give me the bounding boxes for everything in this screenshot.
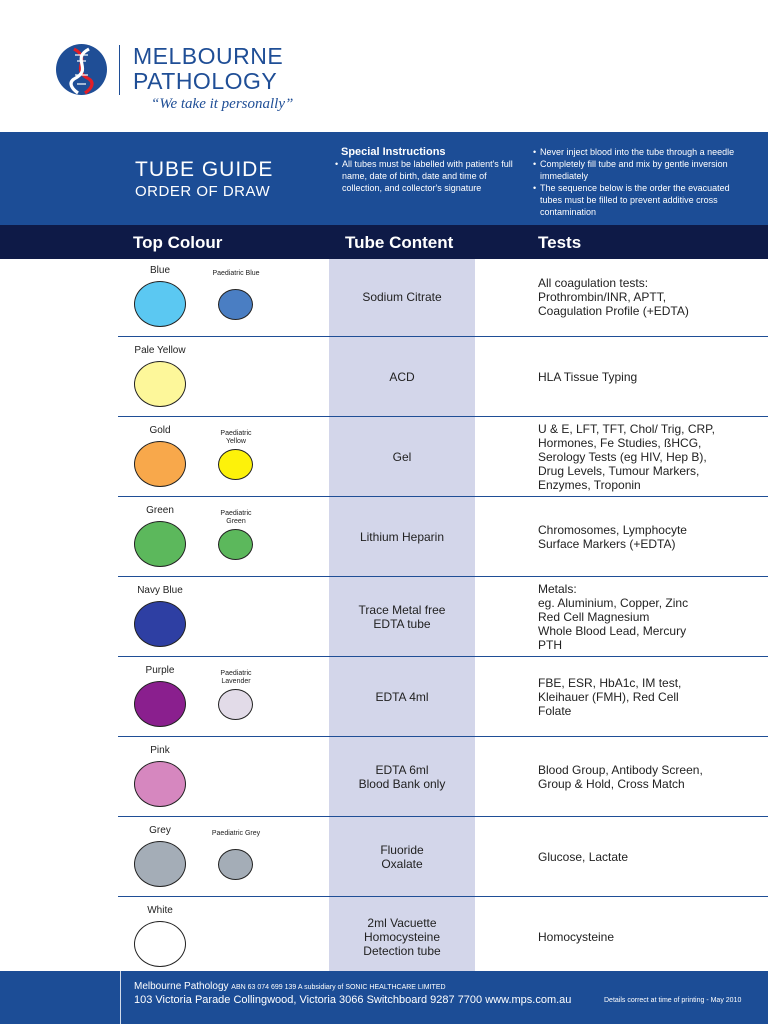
footer-print-note: Details correct at time of printing - May 2010 [604, 997, 742, 1004]
instructions-heading: Special Instructions [341, 146, 446, 158]
footer-abn: ABN 63 074 699 139 A subsidiary of SONIC HEALTHCARE LIMITED [231, 984, 446, 991]
tube-content-cell: Lithium Heparin [359, 530, 445, 544]
footer-divider [120, 971, 121, 1024]
row-divider [118, 736, 768, 737]
table-row [0, 579, 768, 659]
tube-cap-swatch [134, 601, 186, 647]
tests-cell: Homocysteine [538, 930, 615, 944]
table-row [0, 659, 768, 739]
instructions-list-left [335, 158, 520, 194]
table-header [0, 225, 768, 259]
instruction-item: • All tubes must be labelled with patient's full name, date of birth, date and time of collection, and collector's signature [335, 158, 520, 194]
tests-cell: U & E, LFT, TFT, Chol/ Trig, CRP, Hormones, Fe Studies, ßHCG, Serology Tests (eg HIV, Hep B), Drug Levels, Tumour Markers, Enzymes, Troponin [538, 422, 715, 492]
row-divider [118, 416, 768, 417]
tube-cap-swatch [134, 761, 186, 807]
instruction-item: • Completely fill tube and mix by gentle inversion immediately [533, 158, 753, 182]
top-colour-label: White [147, 905, 173, 916]
paediatric-cap-swatch [218, 689, 253, 720]
tube-cap-swatch [134, 281, 186, 327]
tube-cap-swatch [134, 841, 186, 887]
tests-cell: Metals: eg. Aluminium, Copper, Zinc Red Cell Magnesium Whole Blood Lead, Mercury PTH [538, 582, 689, 652]
footer-company: Melbourne Pathology [134, 981, 229, 992]
top-colour-label: Blue [149, 265, 170, 276]
tests-cell: HLA Tissue Typing [538, 370, 638, 384]
tests-cell: Glucose, Lactate [538, 850, 629, 864]
brand-header [0, 0, 768, 132]
tests-cell: Chromosomes, Lymphocyte Surface Markers (+EDTA) [538, 523, 687, 551]
top-colour-label: Pale Yellow [134, 345, 186, 356]
tests-cell: FBE, ESR, HbA1c, IM test, Kleihauer (FMH), Red Cell Folate [538, 676, 682, 718]
tube-content-cell: EDTA 4ml [375, 690, 429, 704]
table-row [0, 899, 768, 979]
brand-name-line1: MELBOURNE [133, 43, 284, 69]
tube-content-cell: 2ml Vacuette Homocysteine Detection tube [363, 916, 441, 958]
banner-title: TUBE GUIDE [135, 158, 274, 181]
row-divider [118, 656, 768, 657]
tests-cell: Blood Group, Antibody Screen, Group & Hold, Cross Match [538, 763, 703, 791]
paediatric-cap-swatch [218, 849, 253, 880]
paediatric-label: Paediatric Blue [212, 270, 260, 277]
top-colour-label: Green [146, 505, 174, 516]
brand-tagline: “We take it personally” [151, 96, 294, 112]
tube-cap-swatch [134, 681, 186, 727]
row-divider [118, 816, 768, 817]
tube-content-cell: EDTA 6ml Blood Bank only [358, 763, 446, 791]
tube-content-cell: ACD [389, 370, 415, 384]
tube-cap-swatch [134, 361, 186, 407]
row-divider [118, 496, 768, 497]
tests-cell: All coagulation tests: Prothrombin/INR, APTT, Coagulation Profile (+EDTA) [538, 276, 689, 318]
top-colour-label: Purple [145, 665, 175, 676]
paediatric-cap-swatch [218, 529, 253, 560]
table-row [0, 259, 768, 339]
instruction-item: • Never inject blood into the tube through a needle [533, 146, 753, 158]
row-divider [118, 336, 768, 337]
column-header-top-colour: Top Colour [133, 233, 223, 252]
tube-cap-swatch [134, 521, 186, 567]
table-row [0, 419, 768, 499]
melbourne-pathology-logo-icon [55, 43, 108, 96]
row-divider [118, 576, 768, 577]
tube-guide-banner [0, 132, 768, 225]
tube-content-cell: Fluoride Oxalate [380, 843, 424, 871]
top-colour-label: Gold [149, 425, 171, 436]
instruction-item: • The sequence below is the order the evacuated tubes must be filled to prevent additive cross contamination [533, 182, 753, 218]
tube-content-cell: Gel [392, 450, 412, 464]
banner-subtitle: ORDER OF DRAW [135, 183, 271, 200]
column-header-tube-content: Tube Content [345, 233, 454, 252]
table-row [0, 819, 768, 899]
table-row [0, 499, 768, 579]
footer [0, 971, 768, 1024]
footer-address: 103 Victoria Parade Collingwood, Victoria 3066 Switchboard 9287 7700 www.mps.com.au [134, 994, 572, 1006]
row-divider [118, 896, 768, 897]
paediatric-label: Paediatric Grey [211, 830, 261, 837]
top-colour-label: Navy Blue [137, 585, 183, 596]
tube-content-cell: Sodium Citrate [362, 290, 442, 304]
table-row [0, 339, 768, 419]
brand-divider [119, 45, 120, 95]
table-row [0, 739, 768, 819]
paediatric-cap-swatch [218, 289, 253, 320]
paediatric-label: Paediatric Green [220, 510, 252, 525]
instructions-list-right [533, 146, 753, 218]
tube-table [0, 259, 768, 971]
column-header-tests: Tests [538, 233, 582, 252]
paediatric-label: Paediatric Yellow [220, 430, 252, 445]
paediatric-label: Paediatric Lavender [220, 670, 252, 685]
tube-content-cell: Trace Metal free EDTA tube [358, 603, 446, 631]
brand-name-line2: PATHOLOGY [133, 68, 278, 94]
tube-cap-swatch [134, 441, 186, 487]
footer-company-line [134, 981, 446, 992]
paediatric-cap-swatch [218, 449, 253, 480]
top-colour-label: Pink [150, 745, 170, 756]
tube-cap-swatch [134, 921, 186, 967]
top-colour-label: Grey [149, 825, 171, 836]
